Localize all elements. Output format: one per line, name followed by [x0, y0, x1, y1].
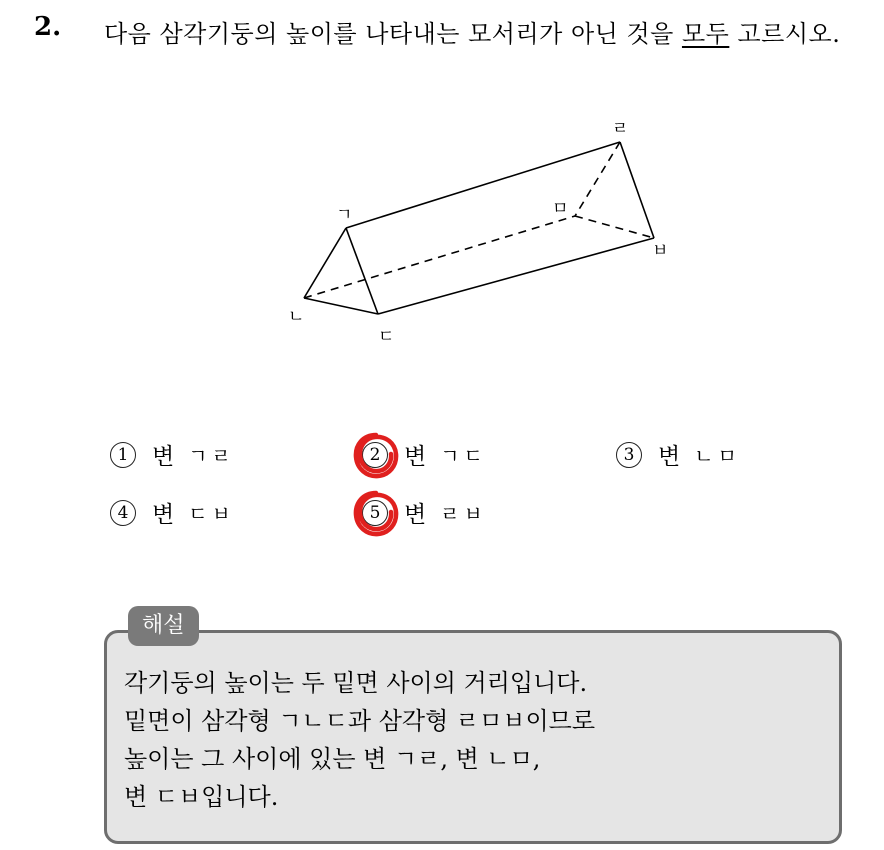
choice-number-4: 4	[110, 500, 136, 526]
choice-edge: ㄱㄹ	[188, 444, 235, 468]
choice-number-2	[362, 442, 388, 468]
choice-edge: ㄱㄷ	[440, 444, 487, 468]
solution-line-4: 변 ㄷㅂ입니다.	[124, 783, 279, 811]
edge-d-b	[378, 238, 654, 314]
choice-word: 변	[404, 502, 427, 528]
choice-1[interactable]	[110, 438, 235, 471]
choice-number-5-digit: 5	[369, 502, 381, 523]
edge-g-d	[346, 228, 378, 314]
choice-5[interactable]	[362, 496, 487, 529]
choice-number-3: 3	[616, 442, 642, 468]
choice-edge: ㄹㅂ	[440, 502, 487, 526]
question-text-main: 다음 삼각기둥의 높이를 나타내는 모서리가 아닌 것을	[104, 20, 682, 48]
choice-word: 변	[404, 444, 427, 470]
solution-line-3: 높이는 그 사이에 있는 변 ㄱㄹ, 변 ㄴㅁ,	[124, 745, 541, 773]
edge-m-b	[575, 216, 654, 238]
edge-n-d	[304, 298, 378, 314]
vertex-label-d: ㄷ	[378, 327, 395, 347]
choice-word: 변	[152, 444, 175, 470]
solution-line-1: 각기둥의 높이는 두 밑면 사이의 거리입니다.	[124, 669, 588, 697]
choice-number-2-digit: 2	[369, 444, 381, 465]
edge-r-b	[620, 142, 654, 238]
vertex-label-g: ㄱ	[336, 205, 353, 225]
edge-r-m	[575, 142, 620, 216]
choice-word: 변	[152, 502, 175, 528]
choice-word: 변	[658, 444, 681, 470]
solution-line-2: 밑면이 삼각형 ㄱㄴㄷ과 삼각형 ㄹㅁㅂ이므로	[124, 707, 596, 735]
choice-edge: ㄷㅂ	[188, 502, 235, 526]
edge-n-m	[304, 216, 575, 298]
edge-g-n	[304, 228, 346, 298]
choice-number-5	[362, 500, 388, 526]
choice-number-1: 1	[110, 442, 136, 468]
vertex-label-r: ㄹ	[612, 119, 629, 139]
vertex-label-b: ㅂ	[652, 241, 669, 261]
edge-g-r	[346, 142, 620, 228]
choice-3[interactable]	[616, 438, 741, 471]
solution-text	[124, 664, 824, 816]
choice-4[interactable]	[110, 496, 235, 529]
question-text-end: 고르시오.	[729, 20, 841, 48]
choice-edge: ㄴㅁ	[694, 444, 741, 468]
vertex-label-n: ㄴ	[288, 307, 305, 327]
vertex-label-m: ㅁ	[552, 199, 569, 219]
choice-2[interactable]	[362, 438, 487, 471]
solution-tag: 해설	[128, 606, 199, 646]
question-number: 2.	[34, 12, 62, 42]
question-text-underlined: 모두	[681, 20, 730, 48]
